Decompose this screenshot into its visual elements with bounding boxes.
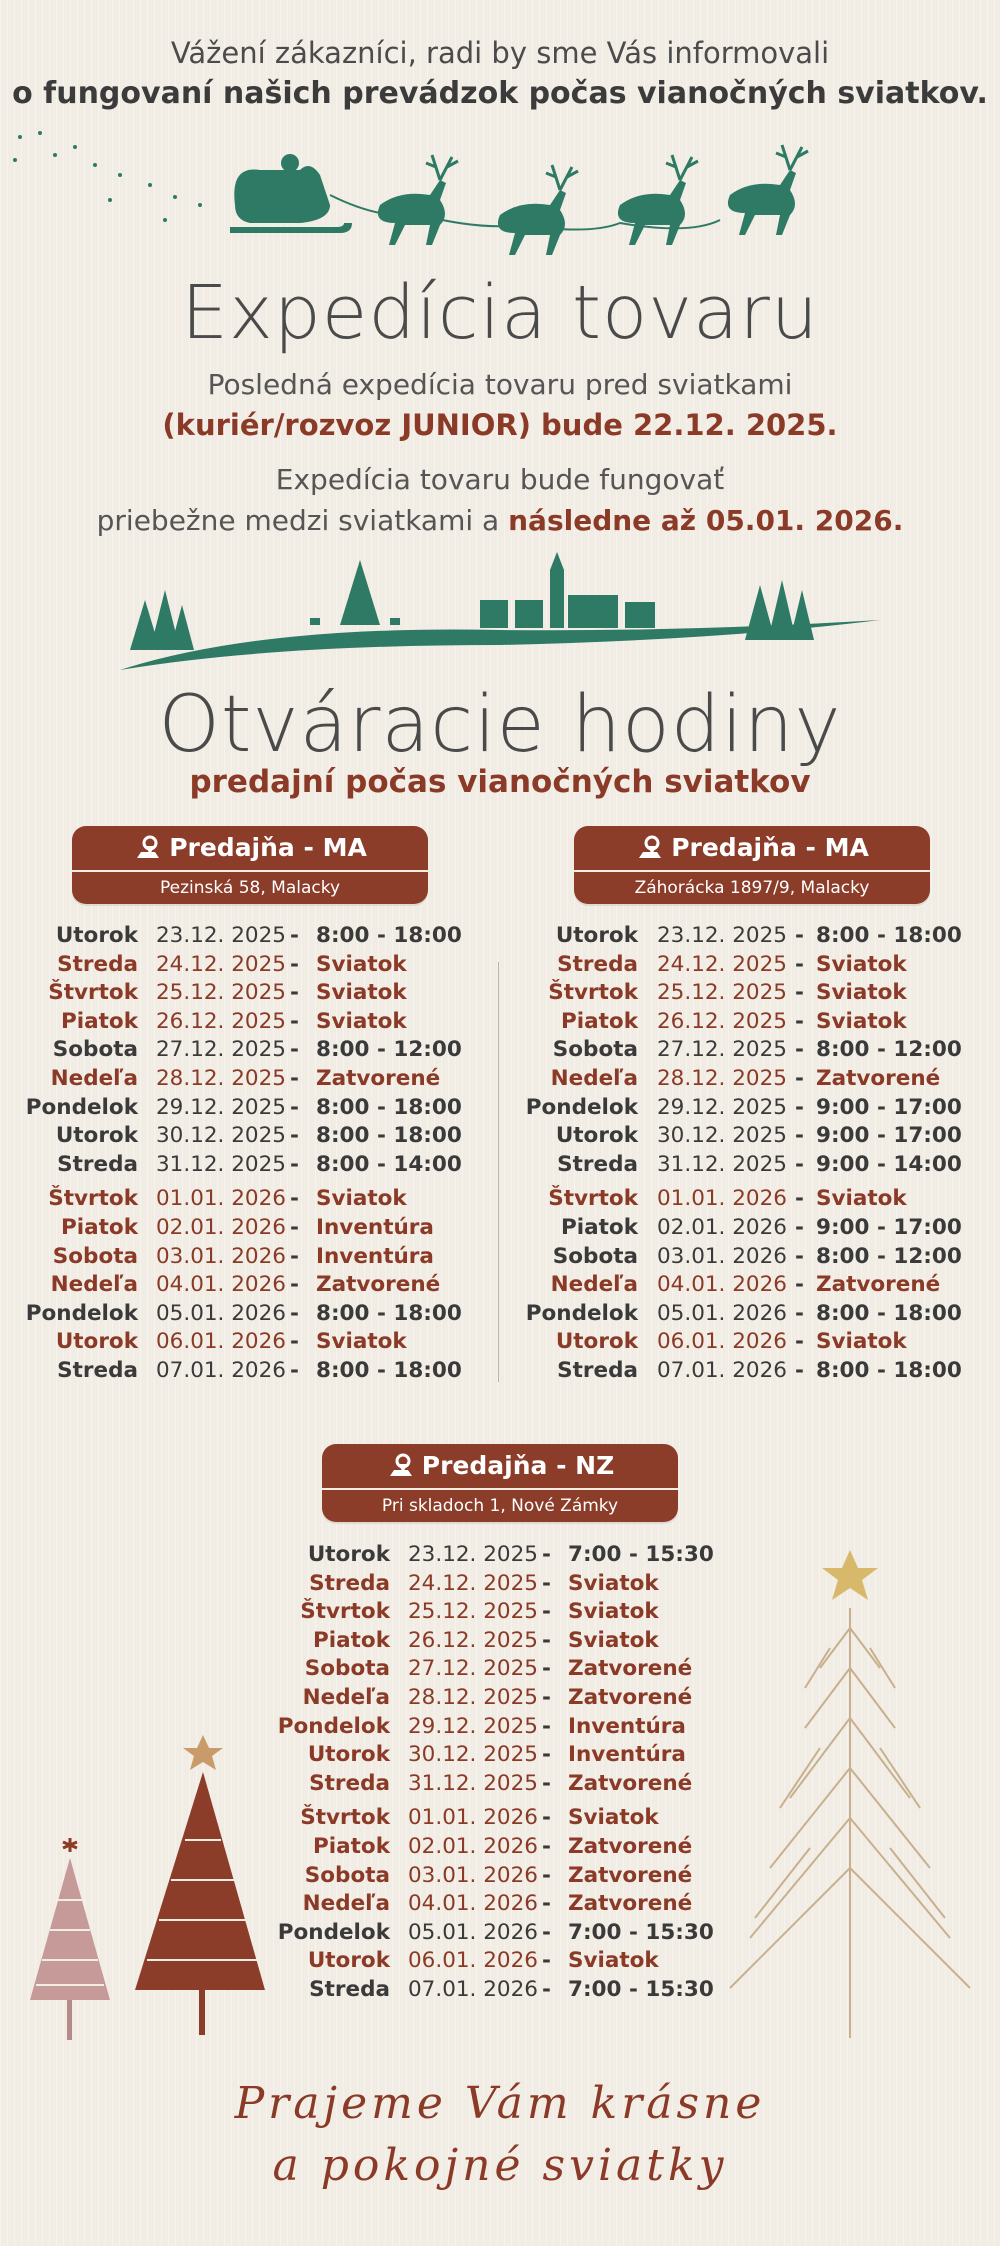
schedule-day: Nedeľa (302, 1685, 390, 1710)
schedule-date: 01.01. 2026 (408, 1805, 538, 1831)
store-badge-ma-zahoracka (574, 826, 930, 904)
schedule-date: 04.01. 2026 (156, 1272, 286, 1298)
schedule-date: 26.12. 2025 (156, 1008, 286, 1034)
schedule-row (0, 1300, 1000, 1328)
schedule-row (0, 979, 1000, 1007)
schedule-separator: - (290, 1094, 299, 1120)
expedition-line-1: Posledná expedícia tovaru pred sviatkami (207, 368, 793, 401)
schedule-row (0, 1328, 1000, 1356)
schedule-date: 28.12. 2025 (408, 1685, 538, 1710)
schedule-day: Piatok (313, 1627, 390, 1653)
schedule-separator: - (290, 980, 299, 1006)
schedule-separator: - (290, 1243, 299, 1269)
schedule-separator: - (290, 951, 299, 977)
store-badge-ma-pezinska (72, 826, 428, 904)
schedule-separator: - (795, 1008, 804, 1034)
schedule-separator: - (795, 951, 804, 977)
schedule-day: Pondelok (25, 1300, 138, 1326)
schedule-day: Utorok (555, 923, 638, 948)
schedule-day: Pondelok (277, 1713, 390, 1739)
closing-line-2: a pokojné sviatky (272, 2140, 728, 2191)
schedule-value: 9:00 - 17:00 (816, 1123, 962, 1149)
expedition-title: Expedícia tovaru (181, 270, 819, 356)
village-landscape-illustration (120, 540, 880, 675)
store-name: Predajňa - MA (671, 833, 869, 862)
schedule-day: Sobota (552, 1243, 638, 1269)
schedule-date: 05.01. 2026 (408, 1919, 538, 1945)
schedule-date: 31.12. 2025 (657, 1151, 787, 1177)
schedule-separator: - (795, 1243, 804, 1269)
schedule-value: 8:00 - 18:00 (816, 923, 962, 948)
schedule-date: 29.12. 2025 (408, 1713, 538, 1739)
schedule-separator: - (290, 1037, 299, 1063)
schedule-separator: - (542, 1891, 551, 1917)
schedule-date: 24.12. 2025 (657, 951, 787, 977)
schedule-value: 8:00 - 12:00 (816, 1037, 962, 1063)
schedule-day: Streda (57, 1151, 138, 1177)
schedule-separator: - (290, 1066, 299, 1091)
schedule-row (0, 1151, 1000, 1179)
schedule-value: Sviatok (316, 1008, 407, 1034)
intro-line-1: Vážení zákazníci, radi by sme Vás informovali (170, 36, 830, 70)
schedule-value: Sviatok (568, 1599, 659, 1625)
schedule-separator: - (795, 1094, 804, 1120)
expedition-line-4-plain: priebežne medzi sviatkami a (96, 504, 509, 537)
schedule-date: 30.12. 2025 (408, 1742, 538, 1768)
schedule-value: Zatvorené (568, 1891, 693, 1917)
schedule-day: Streda (57, 951, 138, 977)
schedule-date: 24.12. 2025 (156, 951, 286, 977)
schedule-date: 30.12. 2025 (156, 1123, 286, 1149)
schedule-separator: - (795, 1123, 804, 1149)
schedule-date: 01.01. 2026 (657, 1186, 787, 1212)
store-badge-nz (322, 1444, 678, 1522)
schedule-value: Zatvorené (316, 1066, 441, 1091)
schedule-day: Pondelok (525, 1300, 638, 1326)
schedule-value: Sviatok (568, 1627, 659, 1653)
schedule-separator: - (795, 1186, 804, 1212)
map-pin-icon (386, 1452, 416, 1482)
schedule-row (0, 1243, 1000, 1271)
schedule-row (0, 1094, 1000, 1122)
schedule-value: Sviatok (316, 1329, 407, 1355)
schedule-day: Piatok (61, 1008, 138, 1034)
schedule-separator: - (795, 1215, 804, 1240)
schedule-date: 04.01. 2026 (408, 1891, 538, 1917)
schedule-date: 02.01. 2026 (156, 1215, 286, 1240)
schedule-value: Sviatok (316, 951, 407, 977)
schedule-separator: - (542, 1834, 551, 1859)
schedule-separator: - (290, 1329, 299, 1355)
schedule-value: Sviatok (568, 1948, 659, 1974)
schedule-day: Streda (57, 1358, 138, 1383)
schedule-value: Zatvorené (568, 1770, 693, 1796)
schedule-row (0, 1036, 1000, 1064)
schedule-separator: - (542, 1713, 551, 1739)
schedule-row (0, 951, 1000, 979)
schedule-value: Zatvorené (816, 1066, 941, 1091)
schedule-value: Zatvorené (568, 1834, 693, 1859)
schedule-row (0, 1357, 1000, 1385)
store-address: Záhorácka 1897/9, Malacky (634, 878, 870, 898)
schedule-value: Sviatok (316, 1186, 407, 1212)
expedition-line-2: (kuriér/rozvoz JUNIOR) bude 22.12. 2025. (162, 408, 838, 442)
store-address: Pri skladoch 1, Nové Zámky (381, 1496, 619, 1516)
schedule-date: 31.12. 2025 (408, 1770, 538, 1796)
schedule-date: 30.12. 2025 (657, 1123, 787, 1149)
schedule-day: Sobota (304, 1862, 390, 1888)
expedition-line-3: Expedícia tovaru bude fungovať (275, 463, 725, 496)
schedule-day: Nedeľa (50, 1272, 138, 1298)
map-pin-icon (635, 834, 665, 864)
schedule-separator: - (542, 1542, 551, 1567)
schedule-date: 27.12. 2025 (657, 1037, 787, 1063)
schedule-day: Sobota (552, 1037, 638, 1063)
schedule-date: 06.01. 2026 (408, 1948, 538, 1974)
schedule-separator: - (795, 1151, 804, 1177)
schedule-value: Inventúra (568, 1713, 686, 1739)
schedule-value: Sviatok (816, 951, 907, 977)
schedule-row (0, 1008, 1000, 1036)
schedule-day: Štvrtok (48, 1186, 138, 1212)
schedule-day: Pondelok (277, 1919, 390, 1945)
schedule-date: 25.12. 2025 (408, 1599, 538, 1625)
schedule-date: 04.01. 2026 (657, 1272, 787, 1298)
schedule-day: Streda (309, 1977, 390, 2002)
schedule-day: Piatok (61, 1215, 138, 1240)
schedule-separator: - (542, 1570, 551, 1596)
schedule-day: Utorok (55, 1123, 138, 1149)
schedule-day: Pondelok (25, 1094, 138, 1120)
schedule-row (0, 1185, 1000, 1213)
schedule-day: Nedeľa (550, 1272, 638, 1298)
schedule-day: Utorok (555, 1329, 638, 1355)
schedule-day: Streda (557, 1151, 638, 1177)
schedule-value: Inventúra (316, 1243, 434, 1269)
schedule-date: 02.01. 2026 (657, 1215, 787, 1240)
schedule-value: 8:00 - 18:00 (316, 1358, 462, 1383)
schedule-date: 28.12. 2025 (657, 1066, 787, 1091)
schedule-date: 26.12. 2025 (408, 1627, 538, 1653)
schedule-separator: - (542, 1599, 551, 1625)
schedule-day: Pondelok (525, 1094, 638, 1120)
schedule-value: Inventúra (316, 1215, 434, 1240)
schedule-separator: - (795, 1066, 804, 1091)
santa-sleigh-illustration (0, 125, 1000, 275)
schedule-value: 8:00 - 14:00 (316, 1151, 462, 1177)
schedule-day: Utorok (307, 1948, 390, 1974)
schedule-date: 03.01. 2026 (156, 1243, 286, 1269)
brown-tree-icon (125, 1730, 275, 2040)
schedule-day: Utorok (307, 1542, 390, 1567)
schedule-separator: - (290, 1215, 299, 1240)
schedule-separator: - (542, 1919, 551, 1945)
schedule-date: 28.12. 2025 (156, 1066, 286, 1091)
schedule-value: 9:00 - 14:00 (816, 1151, 962, 1177)
schedule-value: 7:00 - 15:30 (568, 1542, 714, 1567)
schedule-day: Štvrtok (300, 1805, 390, 1831)
schedule-value: 8:00 - 18:00 (816, 1300, 962, 1326)
schedule-value: Zatvorené (568, 1862, 693, 1888)
schedule-separator: - (542, 1948, 551, 1974)
schedule-day: Sobota (52, 1243, 138, 1269)
schedule-separator: - (290, 1123, 299, 1149)
schedule-date: 25.12. 2025 (657, 980, 787, 1006)
closing-line-1: Prajeme Vám krásne (234, 2078, 766, 2129)
schedule-date: 27.12. 2025 (408, 1656, 538, 1682)
schedule-separator: - (542, 1656, 551, 1682)
schedule-separator: - (542, 1862, 551, 1888)
schedule-separator: - (542, 1742, 551, 1768)
schedule-separator: - (290, 1186, 299, 1212)
schedule-ma-zahoracka (0, 922, 1000, 1392)
schedule-row (0, 1122, 1000, 1150)
schedule-date: 24.12. 2025 (408, 1570, 538, 1596)
schedule-date: 06.01. 2026 (156, 1329, 286, 1355)
schedule-value: Sviatok (568, 1805, 659, 1831)
schedule-day: Nedeľa (302, 1891, 390, 1917)
schedule-date: 29.12. 2025 (657, 1094, 787, 1120)
schedule-separator: - (795, 1300, 804, 1326)
pink-tree-icon (10, 1830, 120, 2045)
schedule-value: Sviatok (816, 1008, 907, 1034)
schedule-separator: - (795, 1037, 804, 1063)
schedule-day: Streda (309, 1770, 390, 1796)
schedule-day: Streda (557, 1358, 638, 1383)
schedule-date: 06.01. 2026 (657, 1329, 787, 1355)
intro-line-2: o fungovaní našich prevádzok počas vianočných sviatkov. (12, 76, 988, 111)
schedule-day: Utorok (55, 1329, 138, 1355)
schedule-day: Sobota (52, 1037, 138, 1063)
schedule-value: Sviatok (816, 1186, 907, 1212)
hours-title: Otváracie hodiny (158, 680, 842, 770)
schedule-date: 27.12. 2025 (156, 1037, 286, 1063)
schedule-separator: - (290, 1272, 299, 1298)
schedule-date: 05.01. 2026 (156, 1300, 286, 1326)
schedule-value: Zatvorené (568, 1656, 693, 1682)
schedule-day: Nedeľa (50, 1066, 138, 1091)
store-name: Predajňa - NZ (421, 1451, 615, 1480)
store-address: Pezinská 58, Malacky (159, 878, 341, 898)
schedule-date: 02.01. 2026 (408, 1834, 538, 1859)
schedule-separator: - (542, 1685, 551, 1710)
schedule-row (0, 1271, 1000, 1299)
schedule-date: 07.01. 2026 (408, 1977, 538, 2002)
schedule-separator: - (290, 1151, 299, 1177)
schedule-value: 7:00 - 15:30 (568, 1977, 714, 2002)
schedule-day: Piatok (561, 1215, 638, 1240)
schedule-value: 9:00 - 17:00 (816, 1094, 962, 1120)
schedule-day: Štvrtok (300, 1599, 390, 1625)
schedule-separator: - (290, 1008, 299, 1034)
schedule-date: 23.12. 2025 (408, 1542, 538, 1567)
schedule-date: 31.12. 2025 (156, 1151, 286, 1177)
schedule-day: Streda (309, 1570, 390, 1596)
schedule-value: 7:00 - 15:30 (568, 1919, 714, 1945)
schedule-date: 07.01. 2026 (657, 1358, 787, 1383)
schedule-separator: - (290, 923, 299, 948)
schedule-date: 05.01. 2026 (657, 1300, 787, 1326)
schedule-date: 03.01. 2026 (657, 1243, 787, 1269)
schedule-date: 23.12. 2025 (156, 923, 286, 948)
schedule-date: 03.01. 2026 (408, 1862, 538, 1888)
schedule-day: Utorok (55, 923, 138, 948)
schedule-day: Sobota (304, 1656, 390, 1682)
hours-subtitle: predajní počas vianočných sviatkov (189, 764, 811, 800)
schedule-value: 8:00 - 12:00 (316, 1037, 462, 1063)
schedule-day: Štvrtok (548, 980, 638, 1006)
expedition-line-4-bold: následne až 05.01. 2026. (508, 504, 904, 537)
store-name: Predajňa - MA (169, 833, 367, 862)
schedule-value: 8:00 - 18:00 (316, 1123, 462, 1149)
schedule-value: Zatvorené (568, 1685, 693, 1710)
schedule-date: 23.12. 2025 (657, 923, 787, 948)
schedule-separator: - (795, 980, 804, 1006)
schedule-separator: - (542, 1805, 551, 1831)
schedule-row (0, 1065, 1000, 1093)
schedule-separator: - (795, 1358, 804, 1383)
schedule-day: Nedeľa (550, 1066, 638, 1091)
schedule-separator: - (795, 923, 804, 948)
schedule-value: 8:00 - 18:00 (816, 1358, 962, 1383)
schedule-day: Štvrtok (48, 980, 138, 1006)
schedule-row (0, 922, 1000, 950)
schedule-day: Utorok (555, 1123, 638, 1149)
schedule-separator: - (542, 1627, 551, 1653)
schedule-day: Piatok (561, 1008, 638, 1034)
schedule-value: 8:00 - 12:00 (816, 1243, 962, 1269)
schedule-value: 9:00 - 17:00 (816, 1215, 962, 1240)
schedule-separator: - (290, 1358, 299, 1383)
expedition-line-4 (0, 504, 1000, 537)
schedule-date: 25.12. 2025 (156, 980, 286, 1006)
schedule-separator: - (542, 1770, 551, 1796)
beige-tree-icon (710, 1548, 990, 2048)
schedule-value: 8:00 - 18:00 (316, 1300, 462, 1326)
schedule-value: Sviatok (568, 1570, 659, 1596)
schedule-value: Sviatok (816, 980, 907, 1006)
schedule-day: Utorok (307, 1742, 390, 1768)
schedule-separator: - (290, 1300, 299, 1326)
schedule-day: Štvrtok (548, 1186, 638, 1212)
schedule-day: Piatok (313, 1834, 390, 1859)
schedule-value: Sviatok (816, 1329, 907, 1355)
schedule-value: Sviatok (316, 980, 407, 1006)
schedule-separator: - (795, 1329, 804, 1355)
schedule-date: 29.12. 2025 (156, 1094, 286, 1120)
schedule-value: Inventúra (568, 1742, 686, 1768)
schedule-row (0, 1214, 1000, 1242)
schedule-date: 01.01. 2026 (156, 1186, 286, 1212)
schedule-separator: - (542, 1977, 551, 2002)
schedule-value: 8:00 - 18:00 (316, 1094, 462, 1120)
schedule-value: Zatvorené (816, 1272, 941, 1298)
map-pin-icon (133, 834, 163, 864)
schedule-day: Streda (557, 951, 638, 977)
schedule-value: 8:00 - 18:00 (316, 923, 462, 948)
schedule-date: 26.12. 2025 (657, 1008, 787, 1034)
schedule-separator: - (795, 1272, 804, 1298)
schedule-date: 07.01. 2026 (156, 1358, 286, 1383)
schedule-value: Zatvorené (316, 1272, 441, 1298)
